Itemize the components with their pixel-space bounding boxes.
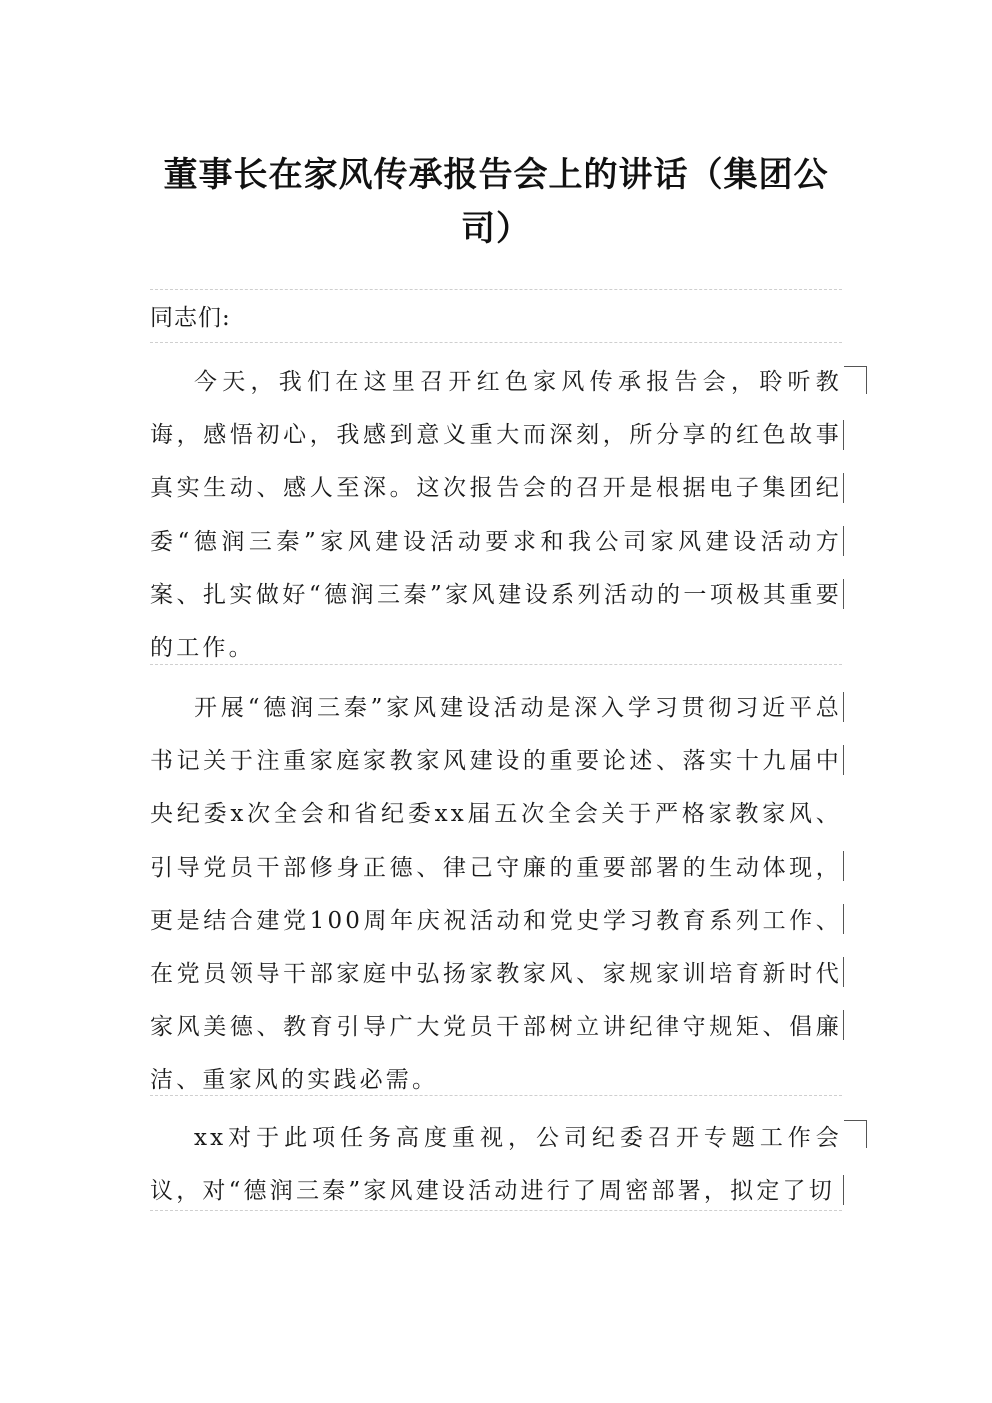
margin-mark [843, 745, 844, 775]
paragraph-separator [150, 1095, 842, 1096]
margin-mark [843, 957, 844, 987]
margin-mark [843, 692, 844, 722]
paragraph-separator [150, 342, 842, 343]
document-title: 董事长在家风传承报告会上的讲话（集团公司） [163, 155, 829, 249]
greeting: 同志们: [150, 305, 231, 331]
margin-mark [866, 1120, 867, 1148]
margin-mark [843, 579, 844, 609]
margin-mark [843, 851, 844, 881]
margin-mark [866, 366, 867, 394]
margin-mark [843, 904, 844, 934]
margin-mark [843, 473, 844, 503]
margin-mark [843, 420, 844, 450]
margin-mark [843, 1175, 844, 1205]
body-paragraph: 今天，我们在这里召开红色家风传承报告会，聆听教诲，感悟初心，我感到意义重大而深刻，所分享的红色故事真实生动、感人至深。这次报告会的召开是根据电子集团纪委“德润三秦”家风建设活动要求和我公司家风建设活动方案、扎实做好“德润三秦”家风建设系列活动的一项极其重要的工作。 [150, 369, 842, 662]
body-paragraph: xx对于此项任务高度重视，公司纪委召开专题工作会议，对“德润三秦”家风建设活动进行了周密部署，拟定了切 [150, 1125, 842, 1205]
margin-mark [843, 1010, 844, 1040]
margin-mark [843, 526, 844, 556]
paragraph-separator [150, 289, 842, 290]
paragraph-separator [150, 664, 842, 665]
margin-mark [844, 366, 866, 367]
paragraph-separator [150, 1210, 842, 1211]
body-paragraph: 开展“德润三秦”家风建设活动是深入学习贯彻习近平总书记关于注重家庭家教家风建设的重要论述、落实十九届中央纪委x次全会和省纪委xx届五次全会关于严格家教家风、引导党员干部修身正德、律己守廉的重要部署的生动体现，更是结合建党100周年庆祝活动和党史学习教育系列工作、在党员领导干部家庭中弘扬家教家风、家规家训培育新时代家风美德、教育引导广大党员干部树立讲纪律守规矩、倡廉洁、重家风的实践必需。 [150, 695, 842, 1094]
margin-mark [844, 1120, 866, 1121]
